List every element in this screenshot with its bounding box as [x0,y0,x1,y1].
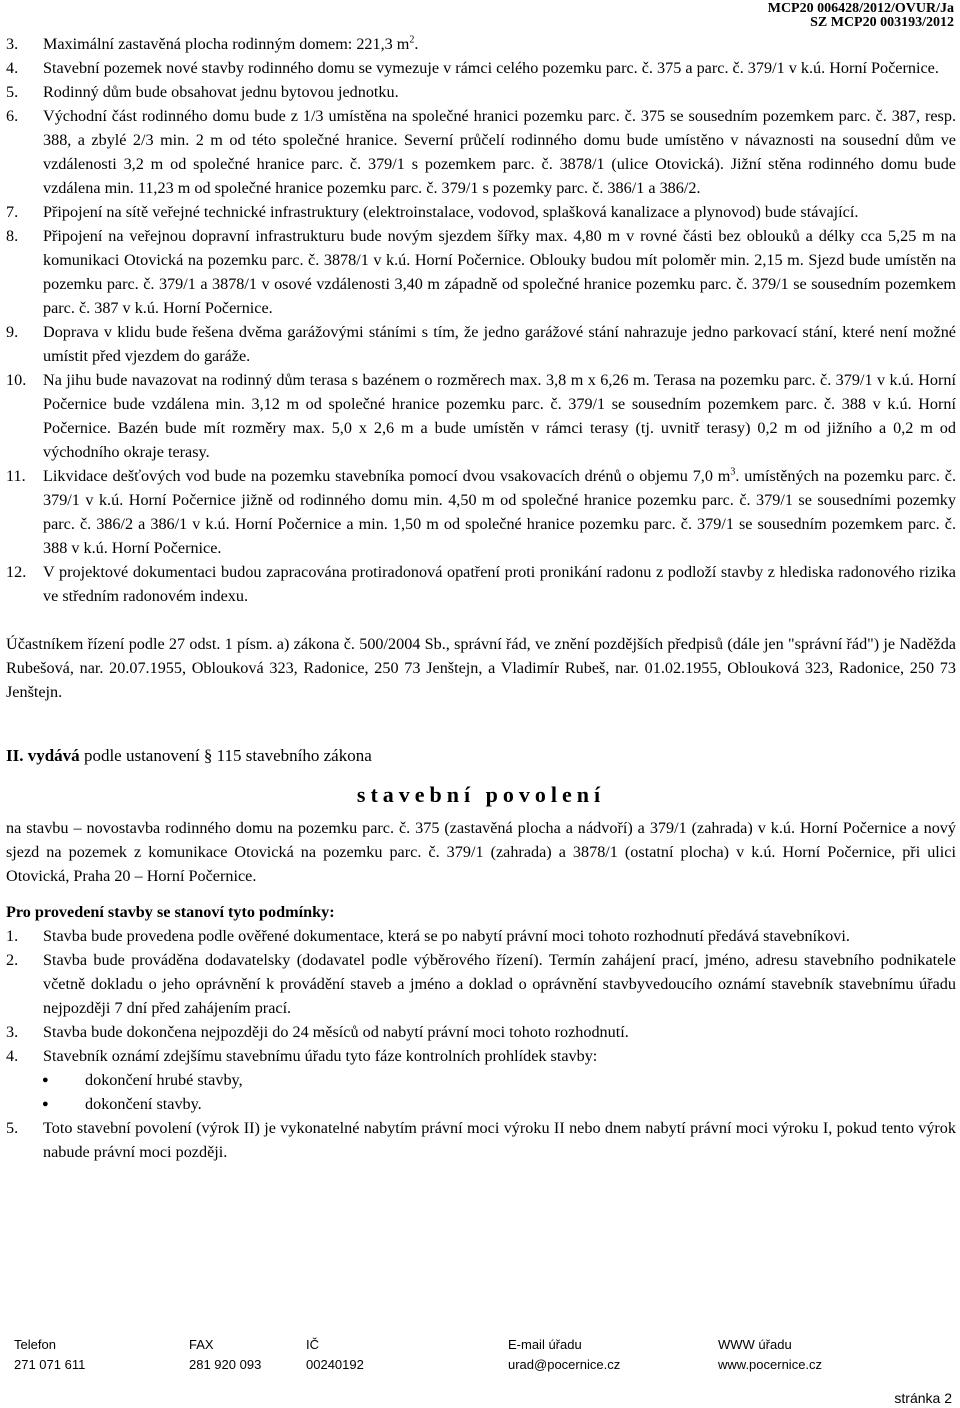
inspection-phases [6,1068,956,1116]
footer-phone: Telefon 271 071 611 [14,1337,86,1372]
footer-ic: IČ 00240192 [306,1337,364,1372]
conditions-list-end [6,1116,956,1164]
permit-paragraph: na stavbu – novostavba rodinného domu na pozemku parc. č. 375 (zastavěná plocha a nádvoří) a 379/1 (zahrada) v k.ú. Horní Počernice a nový sjezd na pozemek z komunikace Otovická na pozemku parc. č. 379/1 (zahrada) a 3878/1 (ostatní plocha) v k.ú. Horní Počernice, při ulici Otovická, Praha 20 – Horní Počernice. [6,819,956,885]
list-item: 6. Východní část rodinného domu bude z 1/3 umístěna na společné hranici pozemku parc. č. 375 se sousedním pozemkem parc. č. 387, resp. 388, a zbylé 2/3 min. 2 m od této společné hranice. Severní průčelí rodinného domu bude umístěno v návaznosti na sousední dům ve vzdálenosti 3,2 m od společné hranice parc. č. 379/1 s pozemkem parc. č. 3878/1 (ulice Otovická). Jižní stěna rodinného domu bude vzdálena min. 11,23 m od společné hranice pozemku parc. č. 379/1 s pozemky parc. č. 386/1 a 386/2. [6,107,956,197]
page-number: stránka 2 [894,1390,952,1406]
list-item: 2. Stavba bude prováděna dodavatelsky (dodavatel podle výběrového řízení). Termín zahájení prací, jméno, adresu stavebního podnikatele včetně dokladu o jeho oprávnění k provádění staveb a jméno a doklad o oprávnění stavbyvedoucího oznámí stavebník stavebnímu úřadu nejpozději 7 dní před zahájením prací. [6,951,956,1017]
reference-number [768,2,954,30]
list-item: 8. Připojení na veřejnou dopravní infrastrukturu bude novým sjezdem šířky max. 4,80 m v rovné části bez oblouků a délky cca 5,25 m na komunikaci Otovická na pozemku parc. č. 3878/1 v k.ú. Horní Počernice. Oblouky budou mít poloměr min. 2,15 m. Sjezd bude umístěn na pozemku parc. č. 379/1 a 3878/1 v osové vzdálenosti 3,40 m západně od společné hranice pozemku parc. č. 379/1 se sousedním pozemkem parc. č. 387 v k.ú. Horní Počernice. [6,227,956,317]
document-body [6,30,956,1164]
section-rest: podle ustanovení § 115 stavebního zákona [79,746,372,765]
list-item: 4. Stavebník oznámí zdejšímu stavebnímu úřadu tyto fáze kontrolních prohlídek stavby: [6,1047,598,1065]
website-link[interactable]: www.pocernice.cz [718,1357,823,1372]
conditions-list [6,924,956,1068]
footer-fax: FAX 281 920 093 [189,1337,262,1372]
list-item: 4. Stavební pozemek nové stavby rodinného domu se vymezuje v rámci celého pozemku parc. č. 375 a parc. č. 379/1 v k.ú. Horní Počernice. [6,59,939,77]
list-item: 1. Stavba bude provedena podle ověřené dokumentace, která se po nabytí právní moci tohoto rozhodnutí předává stavebníkovi. [6,927,850,945]
reference-line-2: SZ MCP20 003193/2012 [810,15,954,30]
list-item: 3. Maximální zastavěná plocha rodinným domem: 221,3 $m^2$. [6,34,419,53]
footer-email: E-mail úřadu urad@pocernice.cz [508,1335,620,1375]
email-link[interactable]: urad@pocernice.cz [508,1357,621,1372]
list-item: ● dokončení stavby. [6,1092,956,1116]
conditions-list-upper [6,32,956,608]
list-item: 12. V projektové dokumentaci budou zapracována protiradonová opatření proti pronikání radonu z podloží stavby z hlediska radonového rizika ve středním radonovém indexu. [6,563,956,605]
section-heading [6,744,956,768]
section-label: II. vydává [6,746,80,765]
reference-line-1: MCP20 006428/2012/OVUR/Ja [767,1,954,16]
list-item: 5. Toto stavební povolení (výrok II) je vykonatelné nabytím právní moci výroku II nebo dnem nabytí právní moci výroku I, pokud tento výrok nabude právní moci později. [6,1119,956,1161]
list-item: 3. Stavba bude dokončena nejpozději do 24 měsíců od nabytí právní moci tohoto rozhodnutí. [6,1023,629,1041]
document-title: stavební povolení [356,782,606,807]
list-item: 5. Rodinný dům bude obsahovat jednu bytovou jednotku. [6,83,399,101]
participants-paragraph: Účastníkem řízení podle 27 odst. 1 písm. a) zákona č. 500/2004 Sb., správní řád, ve znění pozdějších předpisů (dále jen "správní řád") je Naděžda Rubešová, nar. 20.07.1955, Oblouková 323, Radonice, 250 73 Jenštejn, a Vladimír Rubeš, nar. 01.02.1955, Oblouková 323, Radonice, 250 73 Jenštejn. [6,635,956,701]
conditions-heading: Pro provedení stavby se stanoví tyto podmínky: [6,903,335,921]
list-item: 11. Likvidace dešťových vod bude na pozemku stavebníka pomocí dvou vsakovacích drénů o objemu 7,0 $m^3$. umístěných na pozemku parc. č. 379/1 v k.ú. Horní Počernice jižně od rodinného domu min. 4,50 m od společné hranice pozemku parc. č. 379/1 se sousedními pozemky parc. č. 386/2 a 386/1 v k.ú. Horní Počernice a min. 1,50 m od společné hranice pozemku parc. č. 379/1 se sousedním pozemkem parc. č. 388 v k.ú. Horní Počernice. [6,466,956,557]
footer-www: WWW úřadu www.pocernice.cz [718,1335,822,1375]
list-item: 7. Připojení na sítě veřejné technické infrastruktury (elektroinstalace, vodovod, splašková kanalizace a plynovod) bude stávající. [6,203,859,221]
list-item: 10. Na jihu bude navazovat na rodinný dům terasa s bazénem o rozměrech max. 3,8 m x 6,26 m. Terasa na pozemku parc. č. 379/1 v k.ú. Horní Počernice bude vzdálena min. 3,12 m od společné hranice pozemku parc. č. 379/1 se sousedním pozemkem parc. č. 388 v k.ú. Horní Počernice. Bazén bude mít rozměry max. 5,0 x 2,6 m a bude umístěn v rámci terasy (tj. uvnitř terasy) 0,2 m od jižního a 0,2 m od východního okraje terasy. [6,371,956,461]
list-item: ● dokončení hrubé stavby, [6,1068,956,1092]
list-item: 9. Doprava v klidu bude řešena dvěma garážovými stáními s tím, že jedno garážové stání nahrazuje jedno parkovací stání, které není možné umístit před vjezdem do garáže. [6,323,956,365]
